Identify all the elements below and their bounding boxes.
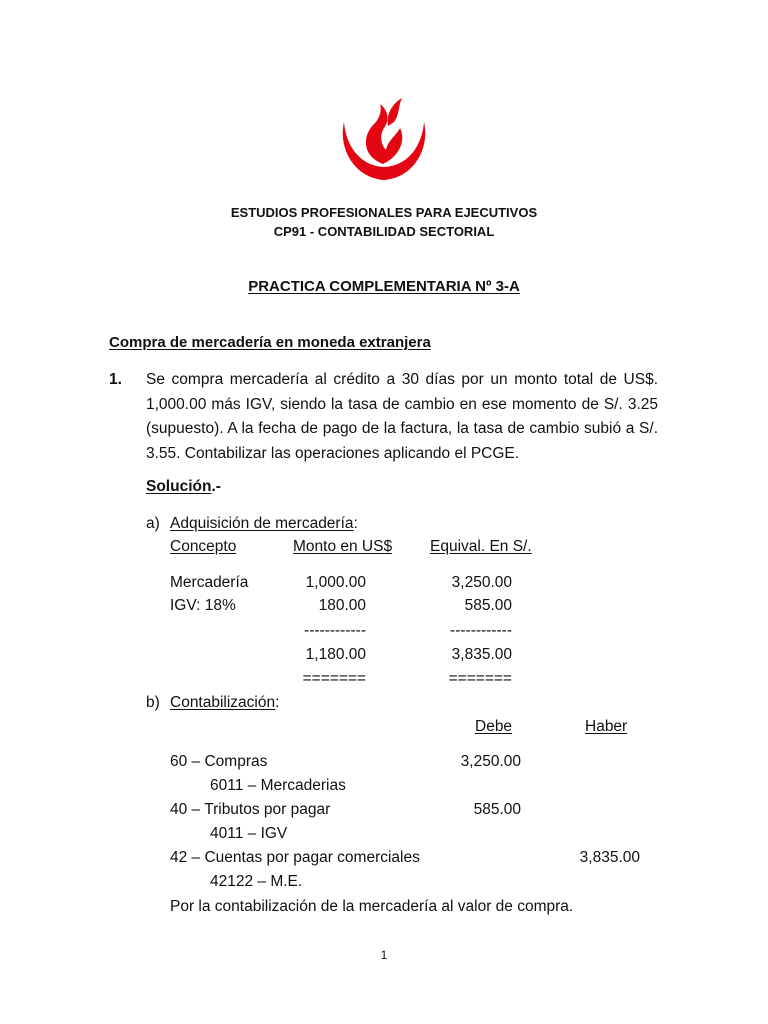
page-title: PRACTICA COMPLEMENTARIA Nº 3-A <box>248 278 520 295</box>
part-b-title: Contabilización <box>170 694 276 711</box>
institution-name: ESTUDIOS PROFESIONALES PARA EJECUTIVOS <box>230 205 538 220</box>
entry-debe: 585.00 <box>473 801 521 818</box>
row-concept: IGV: 18% <box>170 597 236 614</box>
col-header-monto-usd: Monto en US$ <box>293 538 393 555</box>
separator-usd: ------------ <box>304 622 366 639</box>
upc-flame-logo-icon <box>336 92 432 184</box>
row-pen: 585.00 <box>464 597 512 614</box>
total-usd: 1,180.00 <box>305 646 366 663</box>
entry-account: 40 – Tributos por pagar <box>170 801 331 818</box>
entry-debe: 3,250.00 <box>460 753 521 770</box>
course-name: CP91 - CONTABILIDAD SECTORIAL <box>273 224 495 239</box>
row-pen: 3,250.00 <box>451 574 512 591</box>
col-header-concepto: Concepto <box>170 538 237 555</box>
page-number: 1 <box>380 948 388 962</box>
entry-account: 60 – Compras <box>170 753 268 770</box>
separator-pen: ------------ <box>450 622 512 639</box>
problem-number: 1. <box>109 371 122 388</box>
col-header-debe: Debe <box>475 718 513 735</box>
col-header-haber: Haber <box>585 718 628 735</box>
double-line-pen: ======= <box>448 670 512 687</box>
entry-subaccount: 4011 – IGV <box>210 825 288 842</box>
part-a-title: Adquisición de mercadería <box>170 515 354 532</box>
part-a-heading <box>170 515 358 533</box>
solution-label: Solución <box>146 478 212 495</box>
row-usd: 1,000.00 <box>305 574 366 591</box>
part-b-colon: : <box>275 694 280 711</box>
part-a-colon: : <box>353 515 358 532</box>
part-a-letter: a) <box>146 515 160 532</box>
part-b-letter: b) <box>146 694 160 711</box>
entry-subaccount: 42122 – M.E. <box>210 873 303 890</box>
entry-account: 42 – Cuentas por pagar comerciales <box>170 849 420 866</box>
entry-gloss: Por la contabilización de la mercadería al valor de compra. <box>170 898 574 915</box>
total-pen: 3,835.00 <box>451 646 512 663</box>
problem-statement: Se compra mercadería al crédito a 30 días por un monto total de US$. 1,000.00 más IGV, siendo la tasa de cambio en ese momento de S/. 3.25 (supuesto). A la fecha de pago de la factura, la tasa de cambio subió a S/. 3.55. Contabilizar las operaciones aplicando el PCGE. <box>146 371 658 462</box>
row-usd: 180.00 <box>318 597 366 614</box>
entry-haber: 3,835.00 <box>579 849 640 866</box>
row-concept: Mercadería <box>170 574 249 591</box>
solution-suffix: .- <box>211 478 221 495</box>
section-title: Compra de mercadería en moneda extranjera <box>109 334 431 351</box>
double-line-usd: ======= <box>302 670 366 687</box>
entry-subaccount: 6011 – Mercaderias <box>210 777 346 794</box>
col-header-equival-pen: Equival. En S/. <box>430 538 532 555</box>
part-b-heading <box>170 694 279 712</box>
solution-heading <box>146 478 221 496</box>
